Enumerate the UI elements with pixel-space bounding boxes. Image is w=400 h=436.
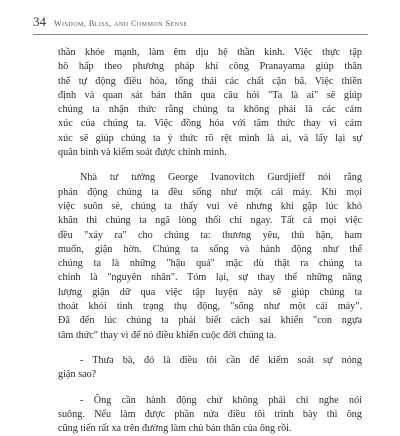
text-line: xúc của chúng ta. Việc đồng hóa với tâm thức thay vì cảm [58,118,362,130]
text-line: - Thưa bà, đó là điều tôi cần để kiểm soát sự nóng [80,354,362,366]
dialog-paragraph [58,354,362,383]
text-line: hô hấp theo phương pháp khí công Pranayama giúp thân [58,61,362,73]
text-line: Nhà tư tưởng George Ivanovitch Gurdjieff nói rằng [80,172,362,184]
text-line: thể tự động điều hòa, tổng thải các chất cặn bã. Việc thiền [58,75,362,87]
text-line: khăn thì chúng ta ngã lòng thối chí ngay. Tất cả mọi việc [58,215,362,227]
body-text [58,46,362,436]
paragraph [58,46,362,160]
header-rule [33,34,368,35]
text-line: Đã đến lúc chúng ta phải biết cách sai khiến "con ngựa [58,315,362,327]
text-line: thoát khỏi tình trạng thụ động, "sống như một cái máy". [58,301,362,313]
text-line: suông. Nếu làm được phần nửa điều tôi trình bày thì ông [58,408,362,420]
text-line: tâm thức" thay vì để nó điều khiển cuộc đời chúng ta. [58,329,277,341]
text-line: cũng tiến rất xa trên đường làm chủ bản thân của ông rồi. [58,423,292,435]
page-number: 34 [33,14,46,29]
text-line: - Ông cần hành động chứ không phải chỉ nghe nói [80,394,362,406]
paragraph [58,171,362,343]
text-line: xúc sẽ giúp chúng ta ý thức rõ rệt mình là ai, và lấy lại sự [58,132,362,144]
running-head [33,14,188,30]
text-line: giận sao? [58,369,97,381]
text-line: chúng ta là những "hậu quả" mặc dù thật ra chúng ta [58,258,362,270]
text-line: chúng ta nhận thức rằng chúng ta không phải là các cảm [58,104,362,116]
text-line: định và quan sát bản thân qua câu hỏi "Ta là ai" sẽ giúp [58,89,362,101]
text-line: quân bình và kiểm soát được chính mình. [58,147,227,159]
text-line: thần khỏe mạnh, làm êm dịu hệ thần kinh. Việc thực tập [58,47,362,58]
text-line: muốn, giận hờn. Chúng ta sống và hành động như thể [58,243,362,255]
text-line: việc suôn sẻ, chúng ta thấy vui vẻ nhưng khi gặp lúc khó [58,200,362,212]
text-line: phản động chúng ta đều sống như một cái máy. Khi mọi [58,186,362,198]
running-title: Wisdom, Bliss, and Common Sense [54,19,188,28]
text-line: lượng giận dữ qua việc tập luyện này sẽ giúp chúng ta [58,286,362,298]
text-line: chính là "nguyên nhân". Tóm lại, sự thay thế những năng [58,272,362,284]
text-line: đều "xảy ra" cho chúng ta: thương yêu, thù hận, ham [58,229,362,241]
